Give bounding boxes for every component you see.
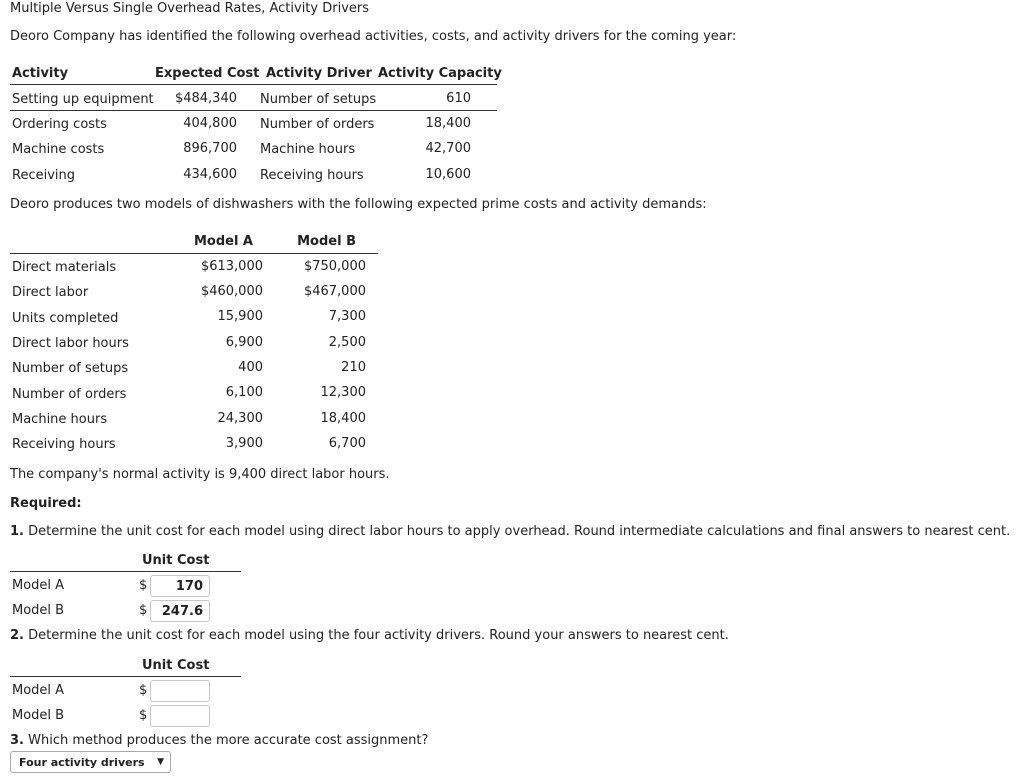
question-2-text: Determine the unit cost for each model using the four activity drivers. Round your answers to nearest cent. (28, 628, 729, 643)
question-1 (10, 524, 1010, 539)
page-title: Multiple Versus Single Overhead Rates, Activity Drivers (10, 1, 370, 16)
chevron-down-icon: ▼ (157, 757, 164, 767)
q2-model-a-currency: $ (139, 683, 148, 698)
header-expected-cost: Expected Cost (155, 66, 260, 81)
question-2-number: 2. (10, 628, 24, 643)
question-2 (10, 628, 729, 643)
header-activity: Activity (12, 66, 69, 81)
question-3 (10, 733, 428, 748)
question-1-number: 1. (10, 524, 24, 539)
header-model-b: Model B (297, 234, 356, 249)
q2-divider (10, 676, 241, 677)
q1-model-a-answer-field[interactable]: 170 (150, 575, 210, 597)
header-model-a: Model A (193, 234, 253, 249)
required-heading: Required: (10, 496, 82, 511)
table1-divider (10, 84, 497, 85)
accuracy-method-selected-value: Four activity drivers (19, 756, 145, 769)
q1-model-b-label: Model B (12, 603, 65, 618)
q2-model-a-label: Model A (12, 683, 65, 698)
q1-model-b-currency: $ (139, 603, 148, 618)
header-activity-capacity: Activity Capacity (378, 66, 502, 81)
q1-model-a-currency: $ (139, 578, 148, 593)
question-3-text: Which method produces the more accurate cost assignment? (28, 733, 429, 748)
table2-divider (10, 253, 378, 254)
header-activity-driver: Activity Driver (266, 66, 372, 81)
question-3-number: 3. (10, 733, 24, 748)
question-1-text: Determine the unit cost for each model using direct labor hours to apply overhead. Round intermediate calculations and final answers to nearest cent. (28, 524, 1011, 539)
intro-text: Deoro Company has identified the following overhead activities, costs, and activity drivers for the coming year: (10, 29, 737, 44)
q1-model-a-label: Model A (12, 578, 65, 593)
intro-text-2: Deoro produces two models of dishwashers with the following expected prime costs and activity demands: (10, 197, 707, 212)
q2-unit-cost-header: Unit Cost (142, 658, 210, 673)
accuracy-method-select[interactable] (10, 751, 171, 773)
q1-model-b-answer-field[interactable]: 247.6 (150, 600, 210, 622)
normal-activity-text: The company's normal activity is 9,400 direct labor hours. (10, 467, 390, 482)
q2-model-b-currency: $ (139, 708, 148, 723)
q1-divider (10, 571, 241, 572)
q1-unit-cost-header: Unit Cost (142, 553, 210, 568)
q2-model-b-answer-field[interactable] (150, 705, 210, 727)
q2-model-a-answer-field[interactable] (150, 680, 210, 702)
q2-model-b-label: Model B (12, 708, 65, 723)
